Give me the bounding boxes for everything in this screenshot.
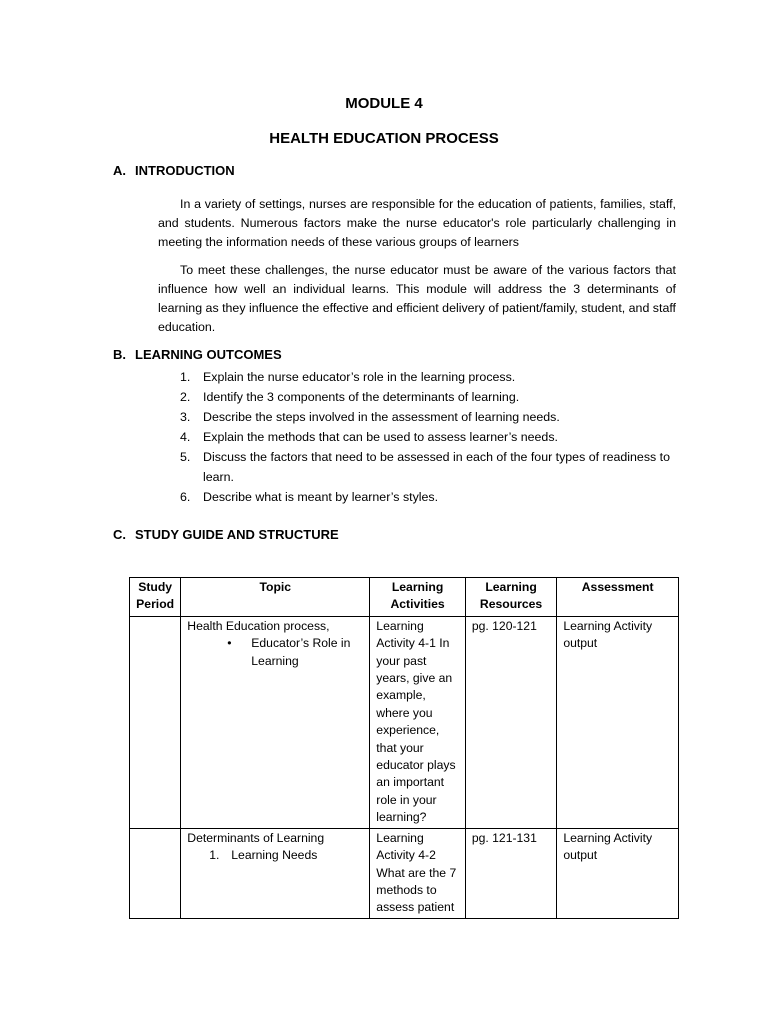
topic-main: Health Education process, <box>187 618 330 633</box>
process-title: HEALTH EDUCATION PROCESS <box>269 130 499 147</box>
cell-study-period <box>130 616 181 828</box>
outcome-number: 6. <box>180 490 191 504</box>
cell-assessment: Learning Activity output <box>557 616 679 828</box>
header-study-period: Study Period <box>130 578 181 617</box>
cell-learning-activities: Learning Activity 4-2 What are the 7 methods to assess patient <box>370 828 466 918</box>
outcome-item <box>180 407 677 427</box>
outcome-text: Explain the methods that can be used to assess learner’s needs. <box>203 430 558 444</box>
cell-learning-resources: pg. 121-131 <box>465 828 557 918</box>
intro-paragraph-2 <box>158 261 676 337</box>
outcome-number: 2. <box>180 390 191 404</box>
outcome-item <box>180 487 677 507</box>
section-c-title: STUDY GUIDE AND STRUCTURE <box>135 527 339 542</box>
topic-sub-text: Educator’s Role in Learning <box>251 636 351 668</box>
intro-paragraph-2-text: To meet these challenges, the nurse educator must be aware of the various factors that influence how well an individual learns. This module will address the 3 determinants of learning as they influence the effective and efficient delivery of patient/family, student, and staff education. <box>158 263 676 334</box>
intro-paragraph-1-text: In a variety of settings, nurses are responsible for the education of patients, families, staff, and students. Numerous factors make the nurse educator's role particularly challenging in meeting the information needs of these various groups of learners <box>158 197 676 249</box>
outcome-text: Identify the 3 components of the determinants of learning. <box>203 390 520 404</box>
section-a-title: INTRODUCTION <box>135 163 235 178</box>
outcome-item <box>180 447 677 487</box>
list-number: 1. <box>209 848 220 863</box>
bullet-marker: • <box>227 636 232 651</box>
outcome-text: Describe the steps involved in the assessment of learning needs. <box>203 410 560 424</box>
outcome-text: Describe what is meant by learner’s styles. <box>203 490 439 504</box>
section-c-heading <box>113 527 339 542</box>
cell-learning-resources: pg. 120-121 <box>465 616 557 828</box>
module-title: MODULE 4 <box>345 95 423 112</box>
outcome-number: 3. <box>180 410 191 424</box>
section-b-letter: B. <box>113 347 126 362</box>
outcome-number: 5. <box>180 450 191 464</box>
topic-sub-item <box>187 847 363 864</box>
section-a-heading <box>113 163 235 178</box>
table-row <box>130 828 679 918</box>
outcome-item <box>180 427 677 447</box>
section-b-title: LEARNING OUTCOMES <box>135 347 282 362</box>
cell-topic <box>181 828 370 918</box>
outcome-number: 4. <box>180 430 191 444</box>
section-b-heading <box>113 347 282 362</box>
cell-learning-activities: Learning Activity 4-1 In your past years, give an example, where you experience, that your educator plays an important role in your learning? <box>370 616 466 828</box>
header-assessment: Assessment <box>557 578 679 617</box>
outcome-item <box>180 387 677 407</box>
section-c-letter: C. <box>113 527 126 542</box>
section-a-letter: A. <box>113 163 126 178</box>
cell-assessment: Learning Activity output <box>557 828 679 918</box>
topic-sub-item <box>187 635 363 670</box>
outcome-text: Discuss the factors that need to be assessed in each of the four types of readiness to learn. <box>203 450 670 484</box>
outcome-number: 1. <box>180 370 191 384</box>
table-row <box>130 616 679 828</box>
cell-study-period <box>130 828 181 918</box>
outcome-item <box>180 367 677 387</box>
cell-topic <box>181 616 370 828</box>
learning-outcomes-list <box>180 367 677 507</box>
study-guide-table <box>129 577 679 919</box>
topic-main: Determinants of Learning <box>187 830 325 845</box>
header-learning-resources: Learning Resources <box>465 578 557 617</box>
topic-sub-text: Learning Needs <box>231 848 318 863</box>
intro-paragraph-1 <box>158 195 676 252</box>
header-topic: Topic <box>181 578 370 617</box>
outcome-text: Explain the nurse educator’s role in the learning process. <box>203 370 516 384</box>
table-header-row <box>130 578 679 617</box>
header-learning-activities: Learning Activities <box>370 578 466 617</box>
